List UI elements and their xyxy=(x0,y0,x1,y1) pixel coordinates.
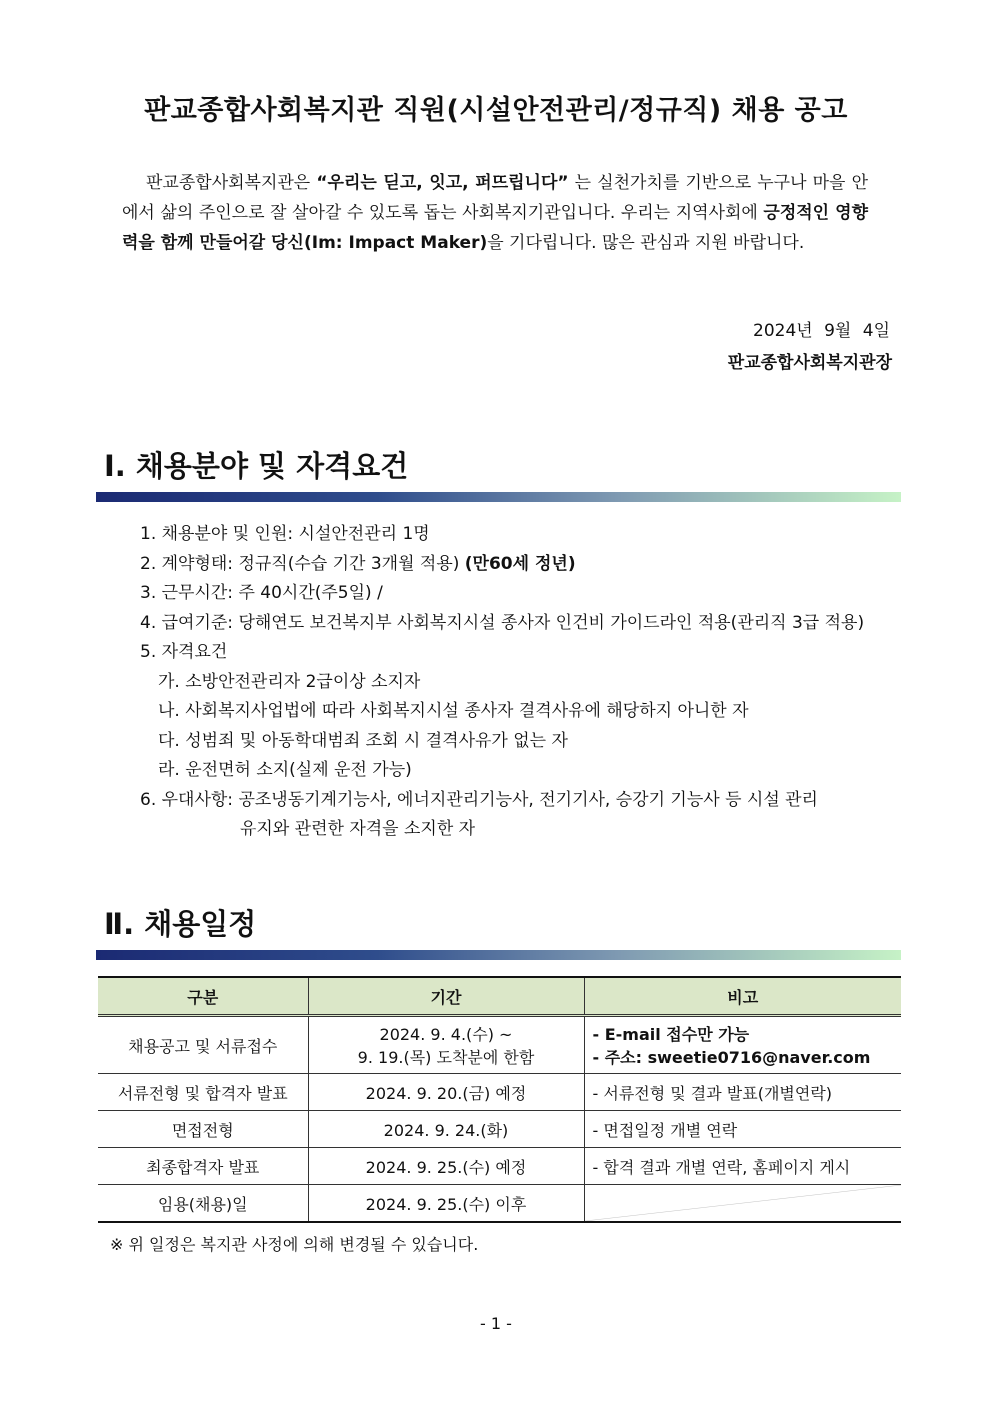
announcement-date: 2024년 9월 4일 xyxy=(753,321,890,341)
page-number: - 1 - xyxy=(480,1314,512,1333)
table-header-row xyxy=(98,977,901,1016)
list-subitem: 라. 운전면허 소지(실제 운전 가능) xyxy=(158,760,412,780)
table-row xyxy=(98,1111,901,1148)
footnote: ※ 위 일정은 복지관 사정에 의해 변경될 수 있습니다. xyxy=(110,1235,479,1254)
section1-divider xyxy=(96,492,901,502)
intro-paragraph: 판교종합사회복지관은 “우리는 딛고, 잇고, 퍼뜨립니다” 는 실천가치를 기반으로 누구나 마을 안에서 삶의 주인으로 잘 살아갈 수 있도록 돕는 사회복지기관입니다. 우리는 지역사회에 긍정적인 영향력을 함께 만들어갈 당신(Im: Impact Maker)을 기다립니다. 많은 관심과 지원 바랍니다. xyxy=(122,173,869,253)
cell-note: - 면접일정 개별 연락 xyxy=(584,1111,901,1148)
section1-heading: Ⅰ. 채용분야 및 자격요건 xyxy=(104,449,409,483)
list-subitem: 나. 사회복지사업법에 따라 사회복지시설 종사자 결격사유에 해당하지 아니한 자 xyxy=(158,701,749,721)
cell-category: 면접전형 xyxy=(98,1111,308,1148)
cell-period: 2024. 9. 25.(수) 예정 xyxy=(308,1148,584,1185)
list-item: 6. 우대사항: 공조냉동기계기능사, 에너지관리기능사, 전기기사, 승강기 기능사 등 시설 관리 xyxy=(140,789,818,810)
cell-period: 2024. 9. 20.(금) 예정 xyxy=(308,1074,584,1111)
table-row xyxy=(98,1185,901,1223)
cell-category: 임용(채용)일 xyxy=(98,1185,308,1223)
cell-category: 서류전형 및 합격자 발표 xyxy=(98,1074,308,1111)
cell-note: - 서류전형 및 결과 발표(개별연락) xyxy=(584,1074,901,1111)
list-item: 2. 계약형태: 정규직(수습 기간 3개월 적용) (만60세 정년) xyxy=(140,553,576,574)
schedule-table xyxy=(98,976,901,1223)
table-row xyxy=(98,1074,901,1111)
cell-category: 채용공고 및 서류접수 xyxy=(98,1016,308,1074)
cell-note: - E-mail 접수만 가능 - 주소: sweetie0716@naver.com xyxy=(584,1016,901,1074)
section2-heading: Ⅱ. 채용일정 xyxy=(104,907,257,941)
cell-category: 최종합격자 발표 xyxy=(98,1148,308,1185)
list-subitem: 다. 성범죄 및 아동학대범죄 조회 시 결격사유가 없는 자 xyxy=(158,730,568,751)
list-item-continuation: 유지와 관련한 자격을 소지한 자 xyxy=(240,819,476,839)
section2-divider xyxy=(96,950,901,960)
cell-period: 2024. 9. 24.(화) xyxy=(308,1111,584,1148)
signer: 판교종합사회복지관장 xyxy=(727,353,892,373)
cell-period: 2024. 9. 4.(수) ~ 9. 19.(목) 도착분에 한함 xyxy=(308,1016,584,1074)
header-period: 기간 xyxy=(308,977,584,1016)
requirements-list xyxy=(140,520,864,845)
list-item: 4. 급여기준: 당해연도 보건복지부 사회복지시설 종사자 인건비 가이드라인 적용(관리직 3급 적용) xyxy=(140,612,865,633)
page-title: 판교종합사회복지관 직원(시설안전관리/정규직) 채용 공고 xyxy=(144,95,848,126)
cell-note: - 합격 결과 개별 연락, 홈페이지 게시 xyxy=(584,1148,901,1185)
list-item: 3. 근무시간: 주 40시간(주5일) / xyxy=(140,583,383,603)
table-row xyxy=(98,1148,901,1185)
header-note: 비고 xyxy=(584,977,901,1016)
cell-period: 2024. 9. 25.(수) 이후 xyxy=(308,1185,584,1223)
list-subitem: 가. 소방안전관리자 2급이상 소지자 xyxy=(158,671,421,692)
diagonal-line xyxy=(585,1185,902,1221)
table-row xyxy=(98,1016,901,1074)
list-item: 5. 자격요건 xyxy=(140,642,228,662)
list-item: 1. 채용분야 및 인원: 시설안전관리 1명 xyxy=(140,524,430,544)
header-category: 구분 xyxy=(98,977,308,1016)
cell-note-empty xyxy=(584,1185,901,1223)
